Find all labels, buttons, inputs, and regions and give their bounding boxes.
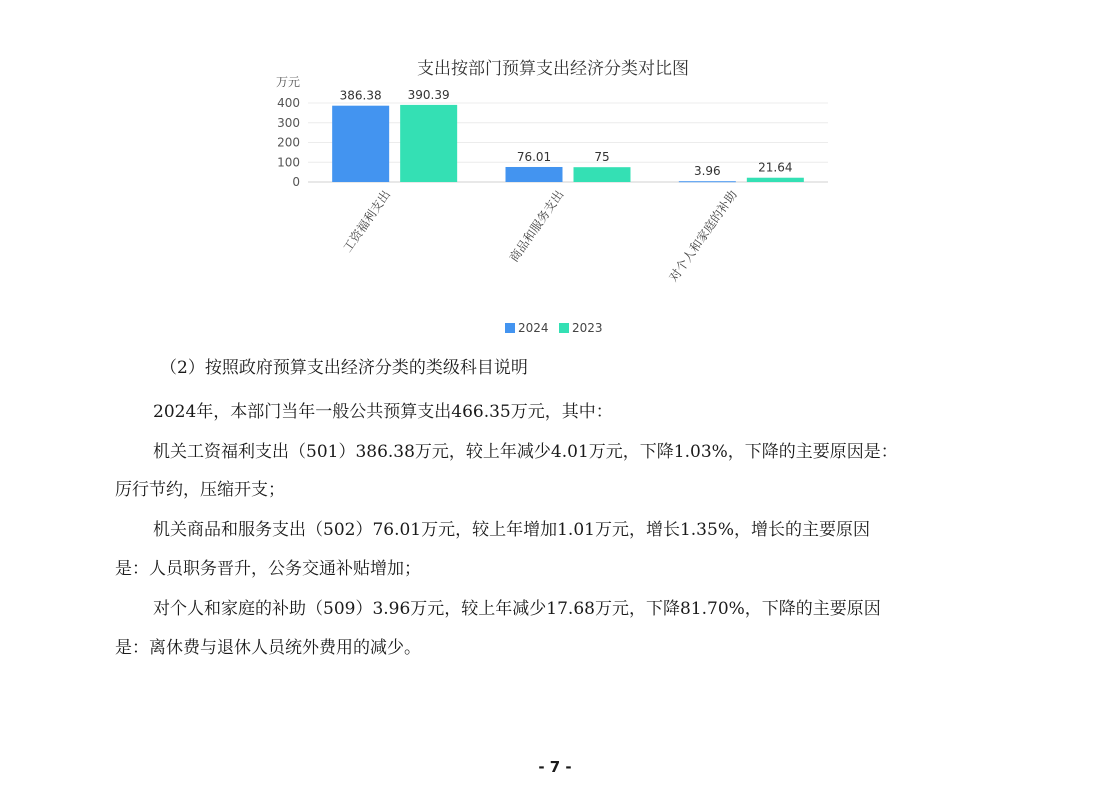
- x-category-label: 工资福利支出: [340, 187, 394, 255]
- y-tick-label: 100: [277, 155, 300, 170]
- bar-data-label: 386.38: [339, 88, 382, 103]
- bar-data-label: 21.64: [758, 160, 793, 175]
- y-tick-label: 400: [277, 96, 300, 110]
- x-category-label: 对个人和家庭的补助: [666, 187, 740, 285]
- page-number: - 7 -: [538, 758, 572, 776]
- bar-data-label: 76.01: [516, 149, 552, 164]
- section-heading: （2）按照政府预算支出经济分类的类级科目说明: [160, 358, 528, 378]
- bar-2023: [400, 105, 457, 182]
- y-tick-label: 200: [277, 135, 300, 150]
- paragraph-502-line1: 机关商品和服务支出（502）76.01万元，较上年增加1.01万元，增长1.35%，增长的主要原因: [153, 520, 870, 540]
- bar-2024: [679, 181, 736, 182]
- paragraph-501-line1: 机关工资福利支出（501）386.38万元，较上年减少4.01万元，下降1.03%，下降的主要原因是：: [153, 442, 898, 462]
- legend-swatch: [505, 323, 515, 333]
- bar-data-label: 75: [594, 150, 610, 165]
- legend-label: 2023: [572, 321, 603, 335]
- y-tick-label: 300: [277, 115, 300, 130]
- bar-2023: [574, 167, 631, 182]
- bar-chart: [0, 0, 1110, 345]
- paragraph-502-line2: 是：人员职务晋升，公务交通补贴增加；: [115, 559, 421, 579]
- bar-2024: [332, 106, 389, 182]
- bar-data-label: 390.39: [407, 87, 450, 102]
- paragraph-501-line2: 厉行节约，压缩开支；: [115, 480, 285, 500]
- chart-legend: [505, 321, 603, 335]
- y-axis-unit-label: 万元: [275, 75, 301, 89]
- bar-2023: [747, 178, 804, 182]
- bar-data-label: 3.96: [693, 164, 721, 179]
- chart-bars: [332, 88, 804, 182]
- paragraph-total: 2024年，本部门当年一般公共预算支出466.35万元，其中：: [153, 402, 613, 422]
- y-tick-label: 0: [292, 175, 300, 189]
- paragraph-509-line2: 是：离休费与退休人员统外费用的减少。: [115, 638, 421, 658]
- legend-label: 2024: [518, 321, 549, 335]
- bar-2024: [506, 167, 563, 182]
- y-axis-ticks: [277, 96, 300, 189]
- paragraph-509-line1: 对个人和家庭的补助（509）3.96万元，较上年减少17.68万元，下降81.70%，下降的主要原因: [153, 599, 881, 619]
- x-category-label: 商品和服务支出: [506, 187, 567, 265]
- x-axis-category-labels: [340, 187, 740, 284]
- chart-title: 支出按部门预算支出经济分类对比图: [417, 59, 689, 79]
- legend-swatch: [559, 323, 569, 333]
